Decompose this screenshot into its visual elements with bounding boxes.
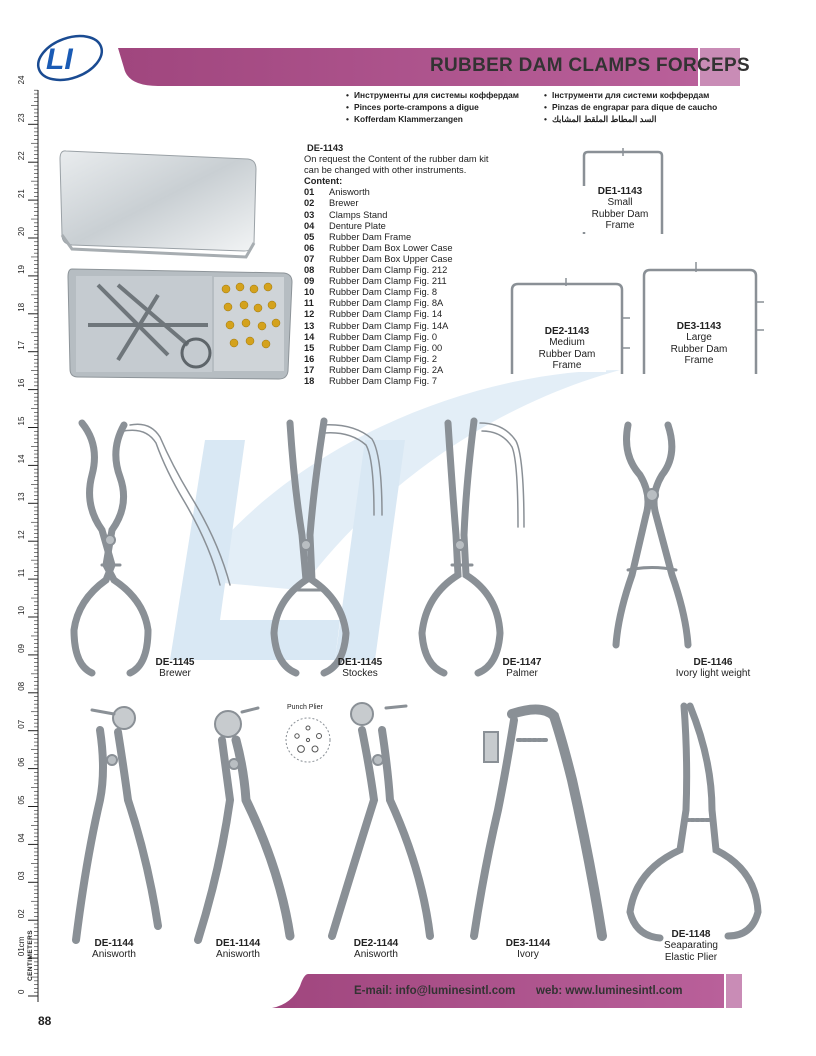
product-code: DE3-1144 bbox=[505, 938, 551, 949]
ruler-number: 04 bbox=[17, 833, 26, 843]
kit-description bbox=[304, 143, 514, 387]
language-es: Pinzas de engrapar para dique de caucho bbox=[552, 102, 718, 112]
product-label-de-1147 bbox=[497, 657, 547, 680]
product-name: Rubber Dam bbox=[670, 343, 728, 355]
product-name: Small bbox=[607, 197, 633, 209]
kit-item-number: 15 bbox=[304, 342, 315, 353]
stockes-forceps-image bbox=[262, 415, 402, 680]
medium-frame-label bbox=[528, 326, 606, 372]
kit-item-name: Rubber Dam Clamp Fig. 2A bbox=[329, 364, 444, 375]
kit-item-name: Brewer bbox=[329, 198, 359, 209]
product-name: Palmer bbox=[506, 668, 538, 680]
kit-item-name: Anisworth bbox=[329, 187, 370, 198]
kit-content-item bbox=[304, 287, 514, 298]
kit-item-number: 02 bbox=[304, 198, 315, 209]
kit-item-name: Rubber Dam Clamp Fig. 00 bbox=[329, 342, 443, 353]
kit-item-number: 07 bbox=[304, 253, 315, 264]
large-frame-label bbox=[662, 321, 736, 367]
product-code: DE2-1144 bbox=[353, 938, 399, 949]
ruler-number: 18 bbox=[17, 302, 26, 312]
ruler-number: 11 bbox=[17, 568, 26, 578]
ruler-number: 20 bbox=[17, 227, 26, 236]
language-list-right: • Інструменти для системи коффердам • Pinzas de engrapar para dique de caucho • السد المطاط الملقط المشابك bbox=[544, 90, 718, 124]
product-label-de1-1145 bbox=[332, 657, 388, 680]
kit-content-item bbox=[304, 232, 514, 243]
kit-item-number: 03 bbox=[304, 209, 315, 220]
ruler-number: 09 bbox=[17, 643, 26, 653]
kit-content-item bbox=[304, 254, 514, 265]
product-code: DE1-1145 bbox=[337, 657, 383, 668]
seaparating-elastic-plier-image bbox=[616, 700, 766, 952]
brewer-forceps-image bbox=[60, 415, 250, 680]
kit-item-name: Rubber Dam Clamp Fig. 14A bbox=[329, 320, 449, 331]
kit-item-number: 13 bbox=[304, 320, 315, 331]
kit-note-line: can be changed with other instruments. bbox=[304, 165, 467, 176]
kit-content-item bbox=[304, 198, 514, 209]
ruler-number: 19 bbox=[17, 264, 26, 274]
kit-item-number: 12 bbox=[304, 309, 315, 320]
kit-content-item bbox=[304, 343, 514, 354]
kit-note-line: On request the Content of the rubber dam kit bbox=[304, 154, 489, 165]
anisworth-punch-de1-1144-image bbox=[186, 700, 296, 952]
kit-item-name: Clamps Stand bbox=[329, 209, 388, 220]
kit-item-number: 10 bbox=[304, 287, 315, 298]
kit-content-item bbox=[304, 210, 514, 221]
product-name: Stockes bbox=[342, 668, 378, 680]
ruler-number: 16 bbox=[17, 378, 26, 388]
product-code: DE-1145 bbox=[155, 657, 195, 668]
ivory-punch-de3-1144-image bbox=[462, 700, 612, 952]
kit-item-number: 05 bbox=[304, 231, 315, 242]
product-name: Brewer bbox=[159, 668, 191, 680]
kit-item-number: 18 bbox=[304, 375, 315, 386]
kit-item-name: Rubber Dam Clamp Fig. 0 bbox=[329, 331, 437, 342]
product-name: Seaparating bbox=[664, 940, 718, 952]
product-code: DE1-1144 bbox=[215, 938, 261, 949]
ruler-number: 06 bbox=[17, 757, 26, 767]
product-code: DE-1148 bbox=[671, 929, 711, 940]
kit-item-number: 01 bbox=[304, 187, 315, 198]
product-name: Rubber Dam bbox=[591, 208, 649, 220]
product-name: Frame bbox=[605, 220, 635, 232]
small-frame-label bbox=[580, 186, 660, 232]
kit-content-item bbox=[304, 309, 514, 320]
product-code: DE3-1143 bbox=[676, 321, 722, 332]
product-code: DE-1146 bbox=[693, 657, 733, 668]
palmer-forceps-image bbox=[412, 415, 542, 677]
kit-item-name: Rubber Dam Clamp Fig. 212 bbox=[329, 265, 448, 276]
kit-content-item bbox=[304, 276, 514, 287]
kit-item-name: Rubber Dam Clamp Fig. 7 bbox=[329, 375, 437, 386]
footer-website[interactable]: web: www.luminesintl.com bbox=[536, 985, 683, 997]
kit-item-name: Rubber Dam Clamp Fig. 14 bbox=[329, 309, 443, 320]
kit-content-item bbox=[304, 221, 514, 232]
kit-item-number: 08 bbox=[304, 265, 315, 276]
language-fr: Pinces porte-crampons a digue bbox=[354, 102, 479, 112]
kit-content-item bbox=[304, 365, 514, 376]
anisworth-punch-de2-1144-image bbox=[322, 700, 442, 952]
product-code: DE1-1143 bbox=[597, 186, 643, 197]
kit-item-name: Rubber Dam Clamp Fig. 211 bbox=[329, 276, 447, 287]
centimeter-ruler bbox=[16, 75, 42, 1002]
anisworth-punch-de-1144-image bbox=[62, 700, 172, 952]
product-name: Anisworth bbox=[216, 949, 260, 961]
product-name: Frame bbox=[684, 355, 714, 367]
rubber-dam-kit-photo bbox=[58, 145, 294, 385]
product-name: Anisworth bbox=[92, 949, 136, 961]
product-code: DE2-1143 bbox=[544, 326, 590, 337]
ruler-number: 10 bbox=[17, 606, 26, 615]
ruler-number: 01cm bbox=[17, 936, 26, 957]
product-label-de3-1144 bbox=[498, 938, 558, 961]
product-code: DE-1144 bbox=[94, 938, 134, 949]
kit-item-number: 17 bbox=[304, 364, 315, 375]
kit-content-item bbox=[304, 321, 514, 332]
ruler-number: 24 bbox=[17, 75, 26, 85]
kit-content-list bbox=[304, 187, 514, 387]
product-label-de-1145 bbox=[150, 657, 200, 680]
ruler-number: 22 bbox=[17, 151, 26, 161]
ruler-number: 02 bbox=[17, 909, 26, 919]
brand-logo bbox=[34, 33, 106, 83]
kit-content-item bbox=[304, 298, 514, 309]
kit-item-name: Denture Plate bbox=[329, 220, 386, 231]
kit-item-name: Rubber Dam Clamp Fig. 8 bbox=[329, 287, 437, 298]
product-label-de2-1144 bbox=[346, 938, 406, 961]
logo-text: LI bbox=[46, 43, 73, 76]
product-label-de-1144 bbox=[86, 938, 142, 961]
product-label-de1-1144 bbox=[208, 938, 268, 961]
product-code: DE-1147 bbox=[502, 657, 542, 668]
kit-content-item bbox=[304, 376, 514, 387]
product-name: Medium bbox=[549, 337, 585, 349]
product-label-de-1146 bbox=[664, 657, 762, 680]
product-name: Frame bbox=[552, 360, 582, 372]
ruler-number: 15 bbox=[17, 416, 26, 426]
kit-item-name: Rubber Dam Box Lower Case bbox=[329, 242, 453, 253]
kit-item-number: 14 bbox=[304, 331, 315, 342]
kit-content-heading: Content: bbox=[304, 176, 343, 187]
kit-item-number: 16 bbox=[304, 353, 315, 364]
kit-content-item bbox=[304, 243, 514, 254]
kit-item-name: Rubber Dam Clamp Fig. 2 bbox=[329, 353, 437, 364]
language-ar: السد المطاط الملقط المشابك bbox=[552, 114, 657, 124]
language-de: Kofferdam Klammerzangen bbox=[354, 114, 463, 124]
footer-email[interactable]: E-mail: info@luminesintl.com bbox=[354, 985, 516, 997]
language-uk: Інструменти для системи коффердам bbox=[552, 90, 710, 100]
kit-item-number: 06 bbox=[304, 242, 315, 253]
kit-content-item bbox=[304, 265, 514, 276]
ruler-number: 21 bbox=[17, 189, 26, 199]
kit-item-name: Rubber Dam Frame bbox=[329, 231, 412, 242]
kit-item-number: 04 bbox=[304, 220, 315, 231]
ruler-number: 03 bbox=[17, 871, 26, 881]
kit-item-number: 09 bbox=[304, 276, 315, 287]
ruler-number: 0 bbox=[17, 989, 26, 994]
product-label-de-1148 bbox=[656, 929, 726, 963]
kit-item-number: 11 bbox=[304, 298, 314, 309]
punch-plier-caption: Punch Plier bbox=[287, 704, 323, 711]
product-name: Rubber Dam bbox=[538, 348, 596, 360]
ruler-number: 17 bbox=[17, 340, 26, 350]
kit-code: DE-1143 bbox=[307, 143, 344, 153]
language-ru: Инструменты для системы коффердам bbox=[354, 90, 519, 100]
ruler-number: 14 bbox=[17, 454, 26, 464]
kit-content-item bbox=[304, 187, 514, 198]
product-name: Ivory bbox=[517, 949, 539, 961]
product-name: Ivory light weight bbox=[675, 668, 751, 680]
product-name: Large bbox=[686, 332, 712, 344]
ruler-number: 07 bbox=[17, 719, 26, 729]
kit-item-name: Rubber Dam Clamp Fig. 8A bbox=[329, 298, 444, 309]
kit-content-item bbox=[304, 332, 514, 343]
ivory-light-weight-forceps-image bbox=[602, 415, 722, 677]
product-name: Anisworth bbox=[354, 949, 398, 961]
page-title: RUBBER DAM CLAMPS FORCEPS bbox=[430, 55, 750, 76]
ruler-unit-label: CENTIMETERS bbox=[27, 930, 34, 981]
product-name: Elastic Plier bbox=[664, 951, 718, 963]
ruler-number: 05 bbox=[17, 795, 26, 805]
language-list-left: • Инструменты для системы коффердам • Pinces porte-crampons a digue • Kofferdam Klammerzangen bbox=[346, 90, 519, 124]
ruler-number: 08 bbox=[17, 681, 26, 691]
ruler-number: 23 bbox=[17, 113, 26, 123]
page-number: 88 bbox=[38, 1014, 52, 1028]
kit-item-name: Rubber Dam Box Upper Case bbox=[329, 253, 453, 264]
kit-content-item bbox=[304, 354, 514, 365]
ruler-number: 12 bbox=[17, 530, 26, 540]
ruler-number: 13 bbox=[17, 492, 26, 502]
